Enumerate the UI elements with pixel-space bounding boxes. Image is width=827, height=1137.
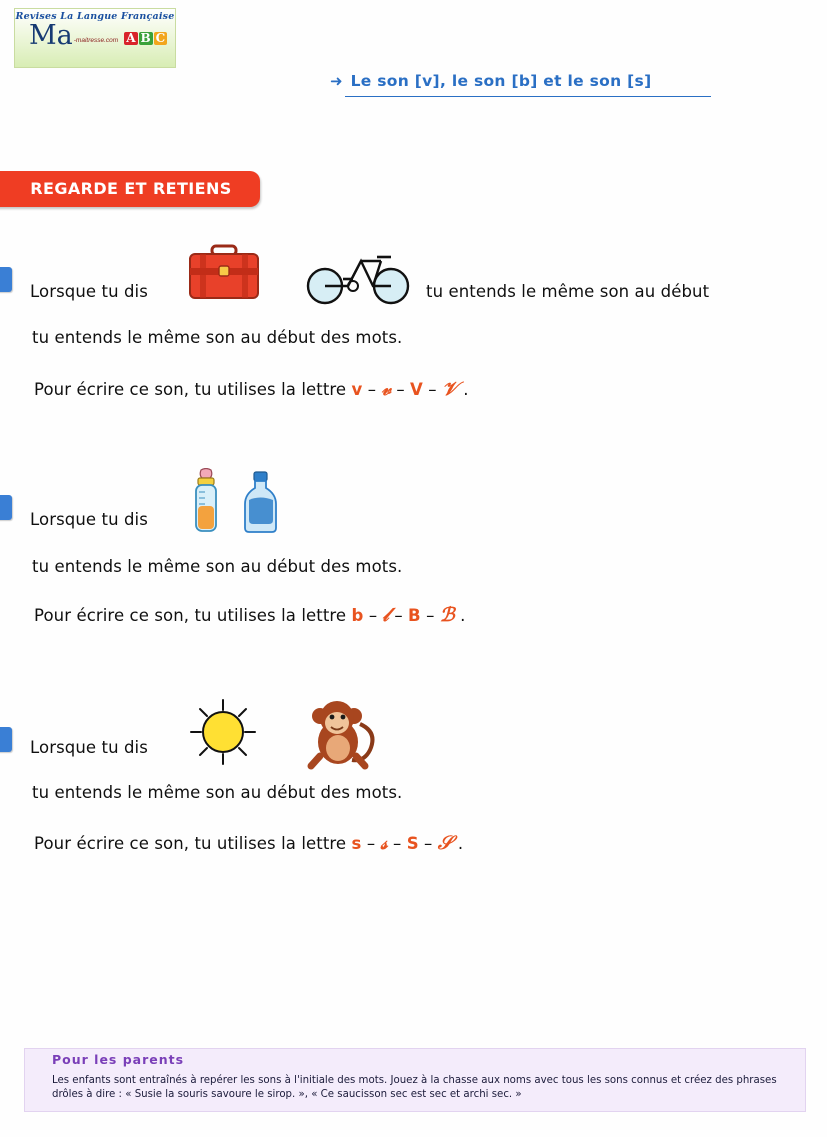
block3-line3-prefix: Pour écrire ce son, tu utilises la lettre [34, 834, 347, 853]
block2-period: . [460, 606, 466, 625]
bullet-marker [0, 267, 12, 292]
block3-line2: tu entends le même son au début des mots. [32, 783, 403, 802]
block1-line3-prefix: Pour écrire ce son, tu utilises la lettre [34, 380, 347, 399]
singe-icon [298, 694, 380, 777]
block3-letter-cursive-upper: 𝒮 [437, 832, 453, 854]
bullet-marker [0, 727, 12, 752]
block1-line2: tu entends le même son au début des mots. [32, 328, 403, 347]
block2-letter-cursive-upper: ℬ [439, 604, 455, 626]
logo-tagline: Revises La Langue Française [15, 11, 175, 22]
block2-line2: tu entends le même son au début des mots. [32, 557, 403, 576]
block2-letter-print-lower: b [351, 606, 364, 625]
logo-brand: Ma [29, 20, 73, 51]
page-title-text: Le son [v], le son [b] et le son [s] [350, 72, 652, 90]
block2-intro: Lorsque tu dis [30, 510, 148, 529]
block1-letter-print-upper: V [410, 380, 423, 399]
block2-letter-cursive-lower: 𝓁 [382, 604, 389, 626]
biberon-icon [186, 468, 226, 539]
velo-icon [303, 243, 415, 310]
block3-intro: Lorsque tu dis [30, 738, 148, 757]
block1-letter-print-lower: v [351, 380, 363, 399]
parents-text: Les enfants sont entraînés à repérer les sons à l'initiale des mots. Jouez à la chasse aux noms avec tous les sons connus et créez des phrases drôles à dire : « Susie la souris savoure le sirop. », « Ce saucisson sec est sec et archi sec. » [52, 1075, 777, 1100]
page-title [330, 72, 651, 90]
block2-line3: Pour écrire ce son, tu utilises la lettre b – 𝓁 – B – ℬ . [34, 604, 466, 626]
block1-line3: Pour écrire ce son, tu utilises la lettre v – 𝓋 – V – 𝒱 . [34, 378, 469, 400]
block2-letter-print-upper: B [408, 606, 421, 625]
bouteille-icon [240, 470, 282, 539]
section-banner-label: REGARDE ET RETIENS [30, 179, 232, 198]
valise-icon [186, 242, 262, 309]
block3-letter-print-upper: S [406, 834, 419, 853]
soleil-icon [188, 697, 258, 772]
block1-letter-cursive-lower: 𝓋 [381, 378, 391, 400]
abc-letter-c: C [155, 31, 166, 46]
title-underline [345, 96, 711, 97]
site-logo [14, 8, 176, 68]
logo-brand-sub: -maitresse.com [73, 37, 119, 45]
parents-title: Pour les parents [52, 1052, 185, 1067]
arrow-icon: ➜ [330, 72, 343, 90]
logo-main [15, 20, 175, 51]
block2-line3-prefix: Pour écrire ce son, tu utilises la lettre [34, 606, 347, 625]
abc-letter-b: B [140, 31, 151, 46]
block3-letter-print-lower: s [351, 834, 362, 853]
block1-letter-cursive-upper: 𝒱 [441, 378, 458, 400]
block1-intro: Lorsque tu dis [30, 282, 148, 301]
abc-letter-a: A [126, 31, 136, 46]
block1-tail: tu entends le même son au début [426, 282, 710, 301]
block3-period: . [457, 834, 464, 853]
abc-blocks-icon [124, 32, 167, 45]
block3-letter-cursive-lower: 𝓈 [380, 832, 388, 854]
block1-period: . [463, 380, 469, 399]
bullet-marker [0, 495, 12, 520]
block3-line3: Pour écrire ce son, tu utilises la lettre s – 𝓈 – S – 𝒮 . [34, 832, 464, 854]
